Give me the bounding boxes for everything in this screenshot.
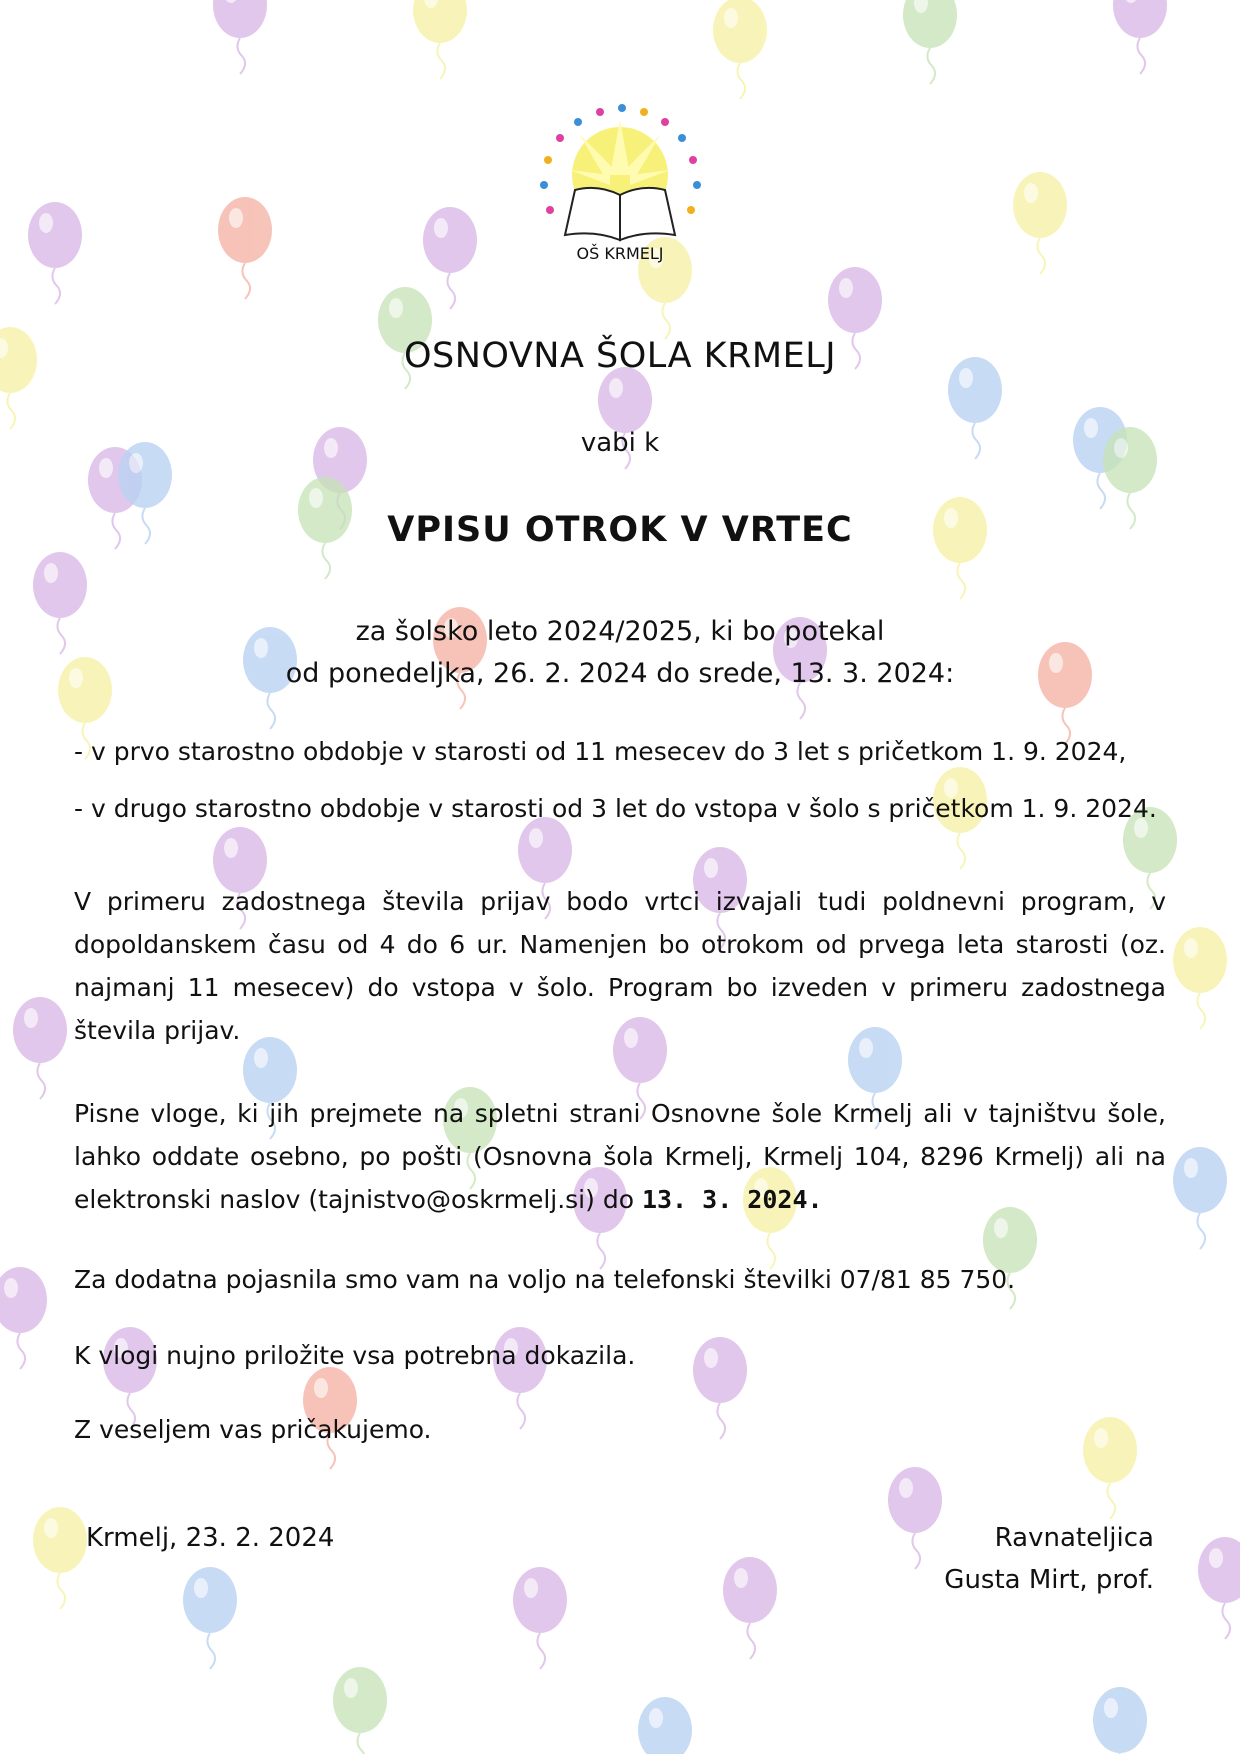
open-book-icon bbox=[565, 188, 675, 240]
submission-paragraph bbox=[74, 1092, 1166, 1221]
signatory-name: Gusta Mirt, prof. bbox=[944, 1565, 1154, 1595]
invite-word: vabi k bbox=[580, 428, 660, 458]
period-line-1: za šolsko leto 2024/2025, ki bo potekal bbox=[355, 616, 885, 647]
attachments-paragraph: K vlogi nujno priložite vsa potrebna dokazila. bbox=[74, 1341, 636, 1370]
school-name: OSNOVNA ŠOLA KRMELJ bbox=[403, 336, 837, 376]
period-line-2: od ponedeljka, 26. 2. 2024 do srede, 13. 3. 2024: bbox=[285, 658, 955, 689]
contact-paragraph: Za dodatna pojasnila smo vam na voljo na telefonski številki 07/81 85 750. bbox=[74, 1265, 1016, 1294]
deadline-date: 13. 3. 2024. bbox=[641, 1185, 823, 1214]
signatory-title: Ravnateljica bbox=[994, 1523, 1154, 1553]
logo-caption: OŠ KRMELJ bbox=[576, 244, 664, 263]
place-date: Krmelj, 23. 2. 2024 bbox=[86, 1523, 335, 1553]
program-paragraph: V primeru zadostnega števila prijav bodo vrtci izvajali tudi poldnevni program, v dopoldanskem času od 4 do 6 ur. Namenjen bo otrokom od prvega leta starosti (oz. najmanj 11 mesecev) do vstopa v šolo. Program bo izveden v primeru zadostnega števila prijav. bbox=[74, 887, 1166, 1045]
submission-text: Pisne vloge, ki jih prejmete na spletni strani Osnovne šole Krmelj ali v tajništvu šole, lahko oddate osebno, po pošti (Osnovna šola Krmelj, Krmelj 104, 8296 Krmelj) ali na elektronski naslov (tajnistvo@oskrmelj.si) do bbox=[74, 1099, 1166, 1214]
closing-paragraph: Z veseljem vas pričakujemo. bbox=[74, 1415, 432, 1444]
age-group-item: - v prvo starostno obdobje v starosti od 11 mesecev do 3 let s pričetkom 1. 9. 2024, bbox=[74, 737, 1127, 766]
headline: VPISU OTROK V VRTEC bbox=[387, 510, 853, 550]
age-group-item: - v drugo starostno obdobje v starosti od 3 let do vstopa v šolo s pričetkom 1. 9. 2024. bbox=[74, 794, 1157, 823]
enrollment-period bbox=[0, 611, 1240, 695]
